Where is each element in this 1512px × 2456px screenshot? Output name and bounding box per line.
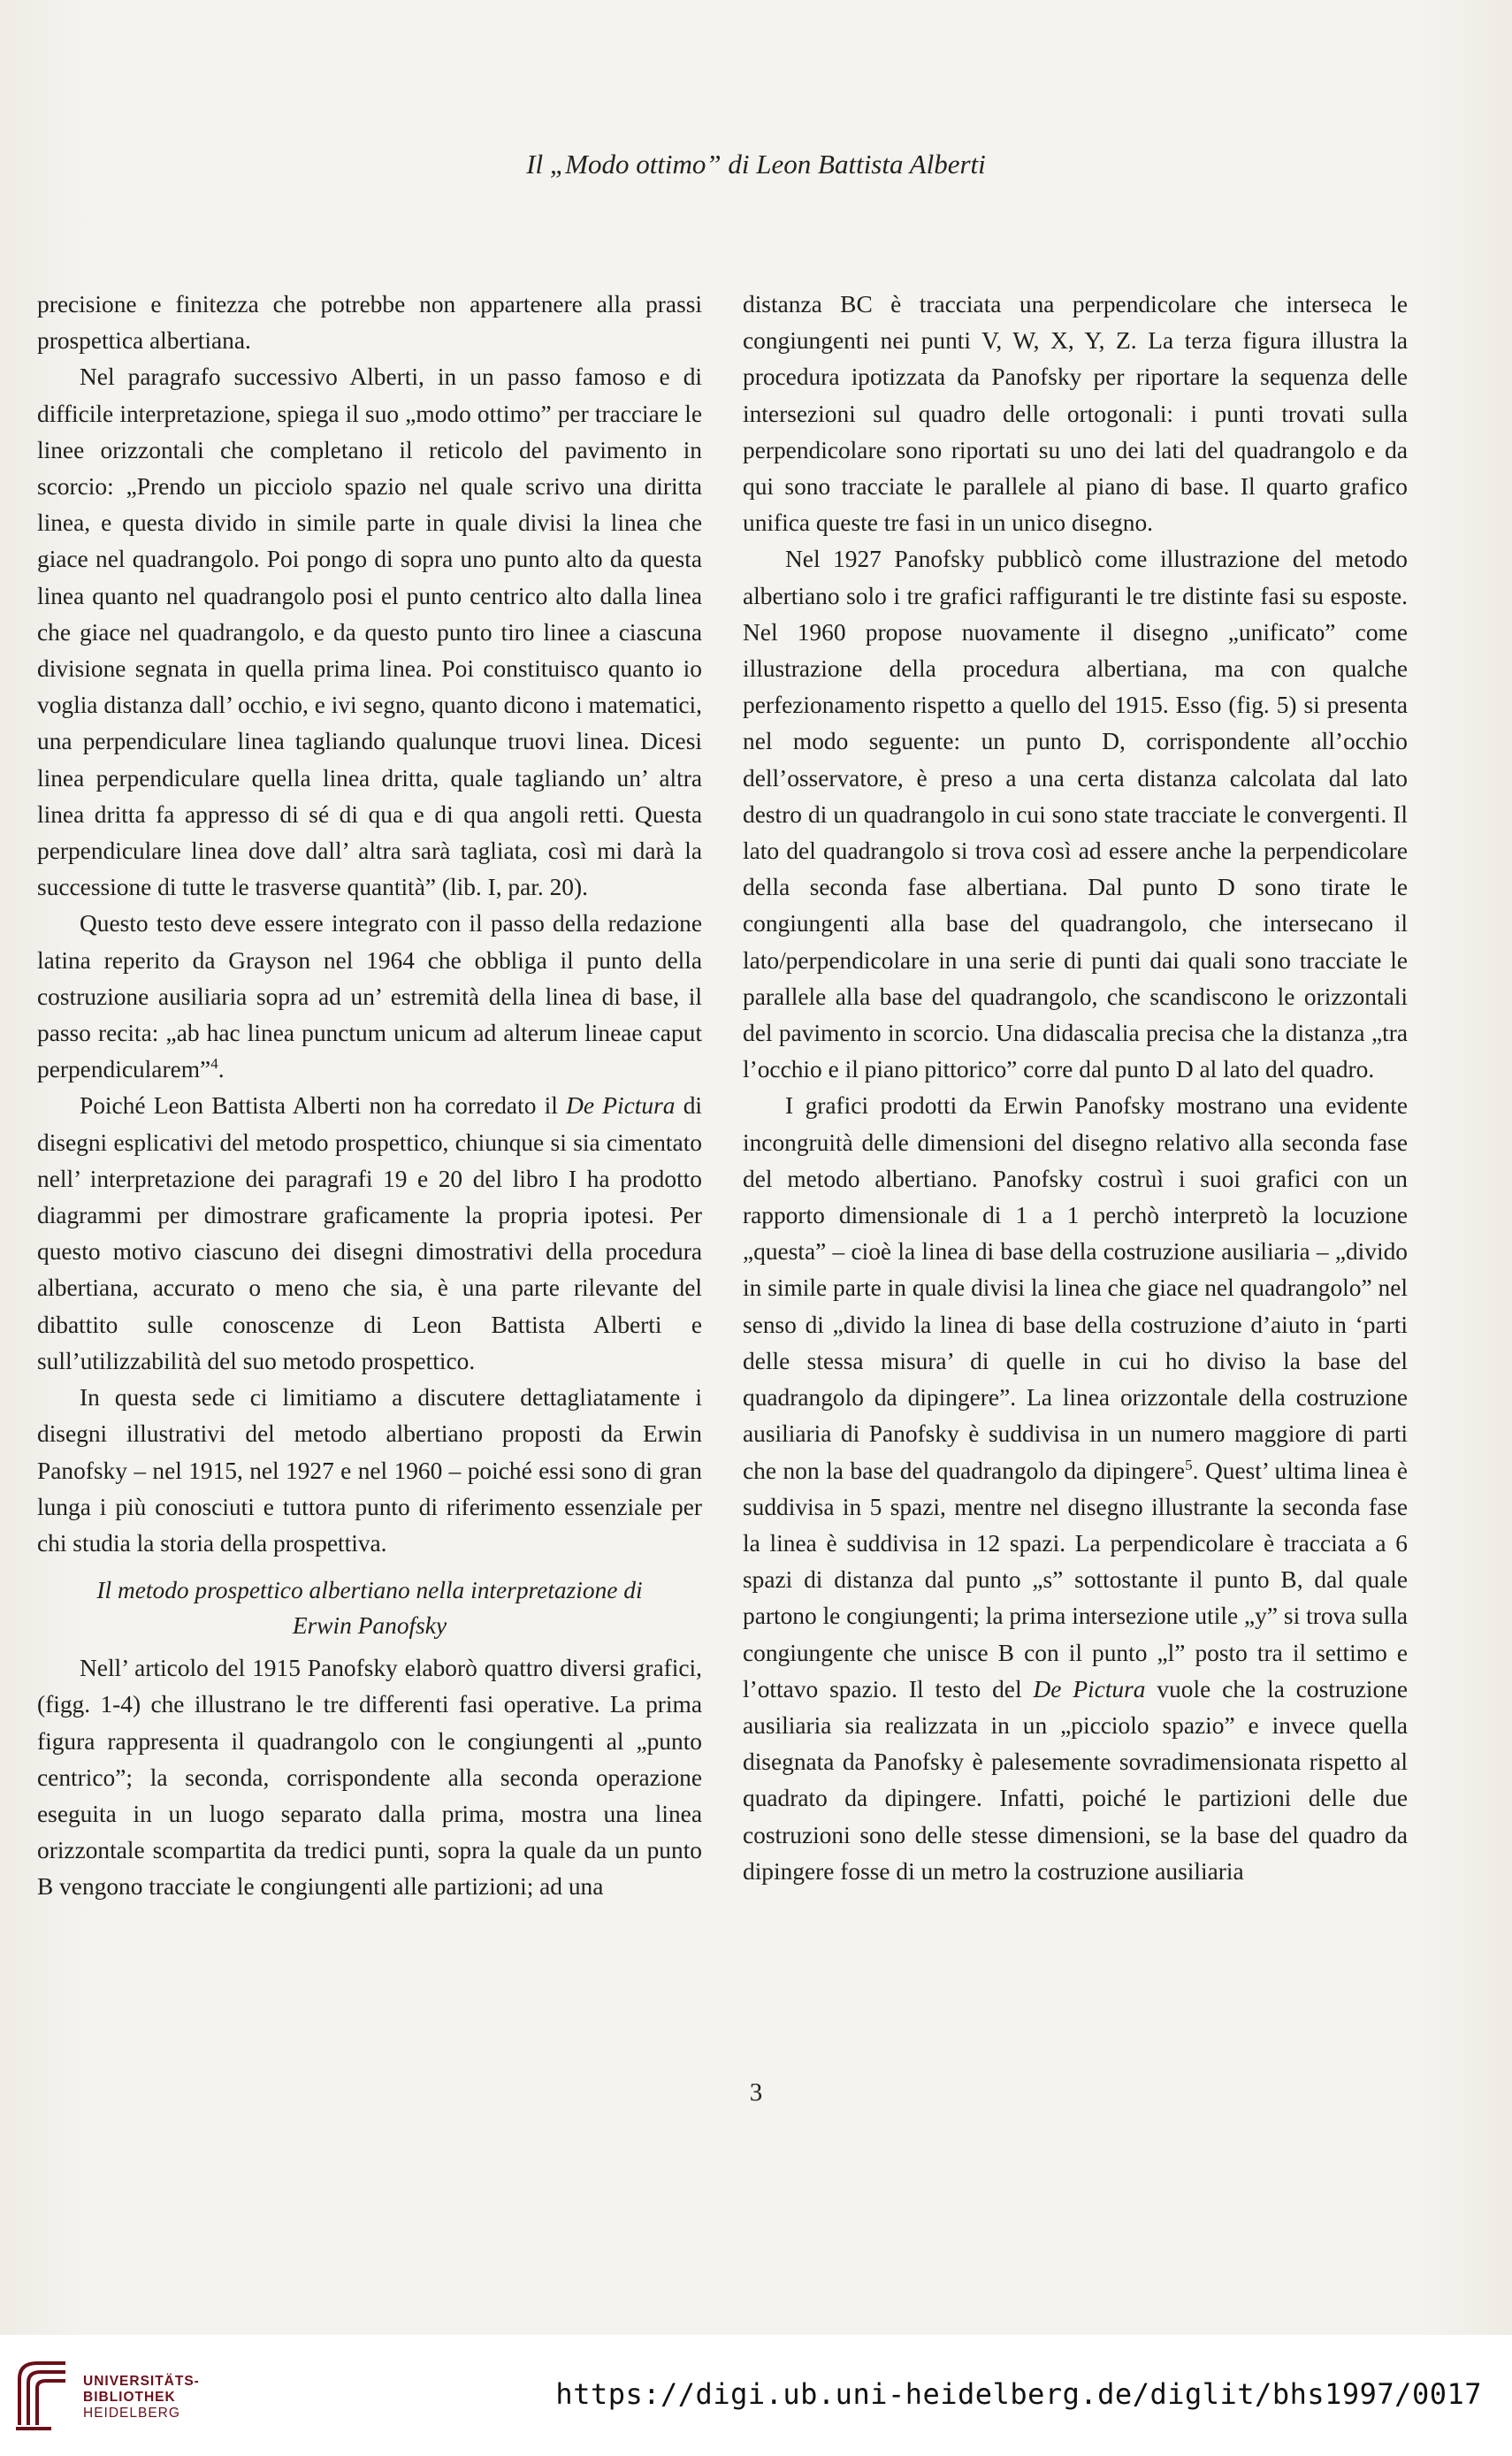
paragraph: Nell’ articolo del 1915 Panofsky elaborò quattro diversi grafici, (figg. 1-4) che illustrano le tre differenti fasi operative. La prima figura rappresenta il quadrangolo con le congiungenti al „punto centrico”; la seconda, corrispondente alla seconda operazione eseguita in un luogo separato dalla prima, mostra una linea orizzontale scompartita da tredici punti, sopra la quale da un punto B vengono tracciate le congiungenti alle partizioni; ad una <box>37 1655 702 1901</box>
library-logo-text <box>83 2374 200 2422</box>
paragraph: precisione e finitezza che potrebbe non appartenere alla prassi prospettica albertiana. <box>37 291 702 355</box>
footnote-ref: 4 <box>210 1055 218 1073</box>
section-heading-line: Il metodo prospettico albertiano nella interpretazione di <box>96 1577 643 1604</box>
logo-line: UNIVERSITÄTS- <box>83 2374 200 2389</box>
paragraph-text: . <box>218 1056 225 1083</box>
paragraph-text: Questo testo deve essere integrato con il passo della redazione latina reperito da Grayson nel 1964 che obbliga il punto della costruzione ausiliaria sopra ad un’ estremità della linea di base, il passo recita: „ab hac linea punctum unicum ad alterum lineae caput perpendicularem” <box>37 910 702 1083</box>
italic-title: De Pictura <box>566 1092 676 1120</box>
paragraph-text: . Quest’ ultima linea è suddivisa in 5 spazi, mentre nel disegno illustrante la seconda fase la linea è suddivisa in 12 spazi. La perpendicolare è tracciata a 6 spazi di distanza dal punto „s” sottostante il punto B, dal quale partono le congiungenti; la prima intersezione utile „y” si trova sulla congiungente che unisce B con il punto „l” posto tra il settimo e l’ottavo spazio. Il testo del <box>743 1457 1408 1702</box>
logo-line: BIBLIOTHEK <box>83 2390 176 2405</box>
library-logo-icon <box>11 2353 73 2434</box>
paragraph: distanza BC è tracciata una perpendicolare che interseca le congiungenti nei punti V, W, X, Y, Z. La terza figura illustra la procedura ipotizzata da Panofsky per riportare la sequenza delle intersezioni sul quadro delle ortogonali: i punti trovati sulla perpendicolare sono riportati su uno dei lati del quadrangolo e da qui sono tracciate le parallele al piano di base. Il quarto grafico unifica queste tre fasi in un unico disegno. <box>743 291 1408 537</box>
paragraph <box>743 1088 1408 1889</box>
paragraph <box>37 1088 702 1380</box>
italic-title: De Pictura <box>1033 1675 1146 1702</box>
left-column <box>37 287 702 1906</box>
paragraph: Nel paragrafo successivo Alberti, in un passo famoso e di difficile interpretazione, spiega il suo „modo ottimo” per tracciare le linee orizzontali che completano il reticolo del pavimento in scorcio: „Prendo un picciolo spazio nel quale scrivo una diritta linea, e questa divido in simile parte in quale divisi la linea che giace nel quadrangolo. Poi pongo di sopra uno punto alto da questa linea quanto nel quadrangolo posi el punto centrico alto dalla linea che giace nel quadrangolo, e da questo punto tiro linee a ciascuna divisione segnata in quella prima linea. Poi constituisco quanto io voglia distanza dall’ occhio, e ivi segno, quanto dicono i matematici, una perpendiculare linea tagliando qualunque truovi linea. Dicesi linea perpendiculare quella linea dritta, quale tagliando un’ altra linea dritta fa appresso di sé di qua e di qua angoli retti. Questa perpendiculare linea dove dall’ altra sarà tagliata, così mi darà la successione di tutte le trasverse quantità” (lib. I, par. 20). <box>37 363 702 901</box>
paragraph: Nel 1927 Panofsky pubblicò come illustrazione del metodo albertiano solo i tre grafici raffiguranti le tre distinte fasi su esposte. Nel 1960 propose nuovamente il disegno „unificato” come illustrazione della procedura albertiana, ma con qualche perfezionamento rispetto a quello del 1915. Esso (fig. 5) si presenta nel modo seguente: un punto D, corrispondente all’occhio dell’osservatore, è preso a una certa distanza calcolata dal lato destro di un quadrangolo in cui sono state tracciate le convergenti. Il lato del quadrangolo si trova così ad essere anche la perpendicolare della seconda fase albertiana. Dal punto D sono tirate le congiungenti alla base del quadrangolo, che intersecano il lato/perpendicolare in una serie di punti dai quali sono tracciate le parallele alla base del quadrangolo, che scandiscono le orizzontali del pavimento in scorcio. Una didascalia precisa che la distanza „tra l’occhio e il piano pittorico” corre dal punto D al lato del quadro. <box>743 546 1408 1083</box>
section-heading <box>37 1572 702 1643</box>
footnote-ref: 5 <box>1185 1456 1193 1473</box>
page-number: 3 <box>749 2078 763 2107</box>
paragraph-text: di disegni esplicativi del metodo prospettico, chiunque si sia cimentato nell’ interpretazione dei paragrafi 19 e 20 del libro I ha prodotto diagrammi per dimostrare graficamente la propria ipotesi. Per questo motivo ciascuno dei disegni dimostrativi della procedura albertiana, accurato o meno che sia, è una parte rilevante del dibattito sulle conoscenze di Leon Battista Alberti e sull’utilizzabilità del suo metodo prospettico. <box>37 1092 703 1374</box>
paragraph-text: Poiché Leon Battista Alberti non ha corredato il <box>80 1092 567 1120</box>
library-logo[interactable] <box>11 2353 223 2434</box>
paragraph <box>37 906 702 1088</box>
running-header: Il „Modo ottimo” di Leon Battista Alberti <box>526 149 986 180</box>
logo-line: HEIDELBERG <box>83 2406 180 2421</box>
paragraph-text: I grafici prodotti da Erwin Panofsky mostrano una evidente incongruità delle dimensioni del disegno relativo alla seconda fase del metodo albertiano. Panofsky costruì i suoi grafici con un rapporto dimensionale di 1 a 1 perchò interpretò la locuzione „questa” – cioè la linea di base della costruzione ausiliaria – „divido in simile parte in quale divisi la linea che giace nel quadrangolo” nel senso di „divido la linea di base della costruzione d’aiuto in ‘parti delle stessa misura’ di quelle in cui ho diviso la base del quadrangolo da dipingere”. La linea orizzontale della costruzione ausiliaria di Panofsky è suddivisa in un numero maggiore di parti che non la base del quadrangolo da dipingere <box>743 1092 1408 1484</box>
section-heading-line: Erwin Panofsky <box>292 1612 447 1640</box>
paragraph-text: vuole che la costruzione ausiliaria sia realizzata in un „picciolo spazio” e invece quella disegnata da Panofsky è palesemente sovradimensionata rispetto al quadrato da dipingere. Infatti, poiché le partizioni delle due costruzioni sono delle stesse dimensioni, se la base del quadro da dipingere fosse di un metro la costruzione ausiliaria <box>743 1675 1409 1885</box>
source-url-link[interactable]: https://digi.ub.uni-heidelberg.de/diglit/bhs1997/0017 <box>555 2377 1482 2411</box>
right-column <box>743 287 1408 1890</box>
paragraph: In questa sede ci limitiamo a discutere dettagliatamente i disegni illustrativi del metodo albertiano proposti da Erwin Panofsky – nel 1915, nel 1927 e nel 1960 – poiché essi sono di gran lunga i più conosciuti e tuttora punto di riferimento essenziale per chi studia la storia della prospettiva. <box>37 1384 702 1557</box>
